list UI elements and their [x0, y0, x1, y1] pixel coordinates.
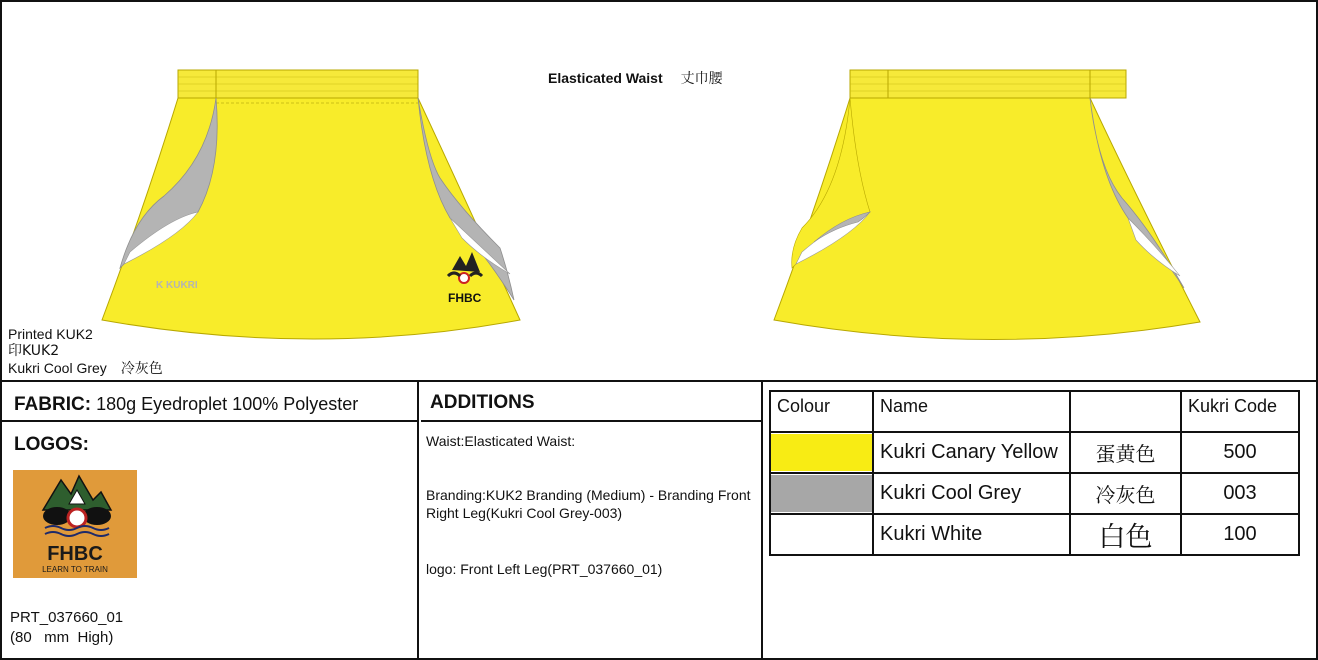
colour-table — [769, 390, 1300, 556]
colour-row — [770, 473, 1299, 514]
logo-size: (80 mm High) — [10, 629, 114, 646]
additions-list — [426, 432, 760, 578]
colour-name-cn: 冷灰色 — [1070, 473, 1181, 514]
colour-code: 500 — [1181, 432, 1299, 473]
colour-name-cn: 白色 — [1070, 514, 1181, 555]
header-colour: Colour — [770, 391, 873, 432]
colour-code: 003 — [1181, 473, 1299, 514]
logo-tagline: LEARN TO TRAIN — [42, 565, 108, 574]
logo-name: FHBC — [47, 543, 103, 565]
kukri-brand-mark: K KUKRI — [156, 280, 198, 291]
colour-swatch — [770, 432, 873, 473]
addition-logo: logo: Front Left Leg(PRT_037660_01) — [426, 561, 663, 577]
fabric-panel — [2, 382, 419, 658]
logos-title: LOGOS: — [14, 434, 89, 455]
colour-row — [770, 514, 1299, 555]
logo-code: PRT_037660_01 — [10, 609, 124, 626]
fhbc-logo — [13, 470, 137, 578]
header-cn — [1070, 391, 1181, 432]
grey-swatch — [771, 475, 872, 512]
waist-label-cn: 丈巾腰 — [680, 71, 723, 87]
yellow-swatch — [771, 434, 872, 471]
print-grey-label-cn: 冷灰色 — [120, 361, 163, 377]
colour-swatch — [770, 473, 873, 514]
fhbc-logo-icon — [13, 470, 137, 578]
skirt-front-drawing — [100, 68, 532, 350]
colour-name: Kukri White — [873, 514, 1070, 555]
white-swatch — [771, 516, 872, 553]
fabric-value: 180g Eyedroplet 100% Polyester — [96, 394, 359, 414]
print-line-1: Printed KUK2 — [8, 326, 93, 342]
logo-spec — [10, 608, 123, 648]
colour-swatch — [770, 514, 873, 555]
waist-annotation — [548, 68, 723, 88]
addition-branding: Branding:KUK2 Branding (Medium) - Branding Front Right Leg(Kukri Cool Grey-003) — [426, 487, 751, 521]
print-line-2: 印KUK2 — [8, 343, 60, 359]
colour-row — [770, 432, 1299, 473]
skirt-back-drawing — [772, 68, 1204, 350]
additions-title: ADDITIONS — [421, 382, 761, 422]
colour-table-header — [770, 391, 1299, 432]
colour-name: Kukri Canary Yellow — [873, 432, 1070, 473]
colour-name-cn: 蛋黄色 — [1070, 432, 1181, 473]
header-name: Name — [873, 391, 1070, 432]
waist-label: Elasticated Waist — [548, 70, 663, 86]
colour-name: Kukri Cool Grey — [873, 473, 1070, 514]
header-code: Kukri Code — [1181, 391, 1299, 432]
colour-code: 100 — [1181, 514, 1299, 555]
additions-panel — [421, 382, 763, 658]
print-annotation — [8, 326, 163, 378]
print-grey-label: Kukri Cool Grey — [8, 360, 107, 376]
colours-panel — [765, 382, 1316, 658]
fabric-row — [2, 382, 419, 422]
badge-text: FHBC — [448, 291, 482, 305]
fabric-label: FABRIC: — [14, 394, 92, 415]
addition-waist: Waist:Elasticated Waist: — [426, 433, 576, 449]
